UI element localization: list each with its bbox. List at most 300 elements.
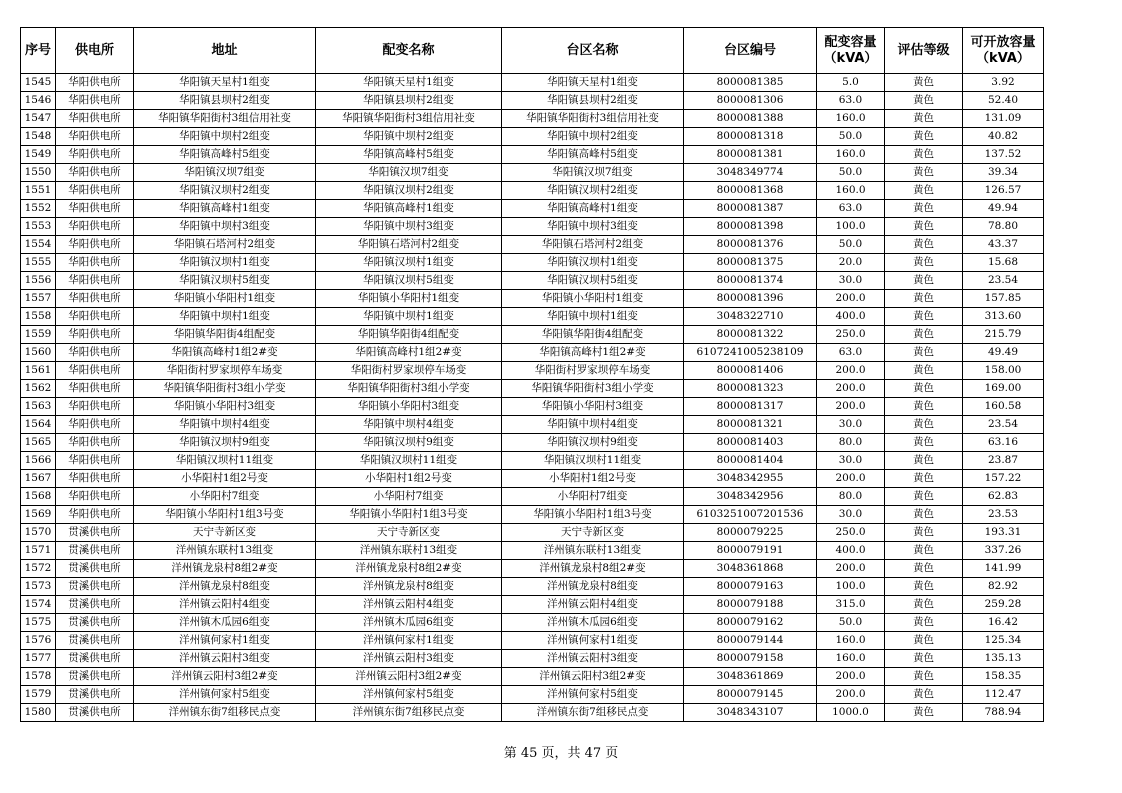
- cell-transformer-name: 华阳镇华阳街村3组信用社变: [316, 110, 502, 128]
- cell-capacity: 63.0: [817, 344, 885, 362]
- cell-transformer-name: 洋州镇龙泉村8组2#变: [316, 560, 502, 578]
- cell-area-code: 8000081323: [684, 380, 817, 398]
- cell-transformer-name: 华阳镇中坝村1组变: [316, 308, 502, 326]
- cell-capacity: 200.0: [817, 380, 885, 398]
- cell-grade: 黄色: [885, 272, 963, 290]
- cell-station: 华阳供电所: [56, 74, 134, 92]
- cell-address: 小华阳村1组2号变: [134, 470, 316, 488]
- cell-area-name: 华阳镇县坝村2组变: [502, 92, 684, 110]
- cell-station: 华阳供电所: [56, 470, 134, 488]
- cell-transformer-name: 洋州镇何家村5组变: [316, 686, 502, 704]
- cell-address: 洋州镇何家村1组变: [134, 632, 316, 650]
- cell-station: 华阳供电所: [56, 416, 134, 434]
- capacity-table: [20, 27, 1044, 722]
- cell-area-code: 8000081406: [684, 362, 817, 380]
- cell-capacity: 160.0: [817, 110, 885, 128]
- table-row: [21, 218, 1044, 236]
- cell-capacity: 200.0: [817, 362, 885, 380]
- cell-capacity: 160.0: [817, 182, 885, 200]
- cell-area-name: 华阳镇石塔河村2组变: [502, 236, 684, 254]
- table-row: [21, 290, 1044, 308]
- cell-grade: 黄色: [885, 182, 963, 200]
- cell-area-name: 洋州镇龙泉村8组变: [502, 578, 684, 596]
- cell-address: 华阳镇华阳街村3组信用社变: [134, 110, 316, 128]
- cell-transformer-name: 洋州镇木瓜园6组变: [316, 614, 502, 632]
- table-row: [21, 434, 1044, 452]
- table-row: [21, 92, 1044, 110]
- cell-area-code: 3048361869: [684, 668, 817, 686]
- cell-open-capacity: 158.00: [963, 362, 1044, 380]
- cell-area-code: 8000079158: [684, 650, 817, 668]
- cell-capacity: 30.0: [817, 416, 885, 434]
- header-capacity-line2: （kVA）: [823, 50, 878, 66]
- cell-transformer-name: 洋州镇龙泉村8组变: [316, 578, 502, 596]
- cell-area-name: 洋州镇云阳村3组变: [502, 650, 684, 668]
- cell-station: 华阳供电所: [56, 362, 134, 380]
- cell-address: 华阳镇汉坝村1组变: [134, 254, 316, 272]
- cell-area-name: 华阳镇华阳街4组配变: [502, 326, 684, 344]
- cell-area-name: 华阳镇天星村1组变: [502, 74, 684, 92]
- cell-open-capacity: 157.85: [963, 290, 1044, 308]
- cell-transformer-name: 洋州镇云阳村3组变: [316, 650, 502, 668]
- cell-area-code: 8000081403: [684, 434, 817, 452]
- cell-address: 洋州镇木瓜园6组变: [134, 614, 316, 632]
- cell-transformer-name: 华阳镇汉坝村9组变: [316, 434, 502, 452]
- cell-area-name: 洋州镇何家村1组变: [502, 632, 684, 650]
- cell-station: 贯溪供电所: [56, 668, 134, 686]
- cell-transformer-name: 天宁寺新区变: [316, 524, 502, 542]
- header-capacity-line1: 配变容量: [824, 34, 877, 50]
- cell-area-code: 8000081376: [684, 236, 817, 254]
- cell-seq: 1579: [21, 686, 56, 704]
- cell-station: 华阳供电所: [56, 128, 134, 146]
- cell-area-code: 3048343107: [684, 704, 817, 722]
- cell-area-code: 6103251007201536: [684, 506, 817, 524]
- cell-address: 华阳镇中坝村3组变: [134, 218, 316, 236]
- cell-address: 小华阳村7组变: [134, 488, 316, 506]
- cell-seq: 1550: [21, 164, 56, 182]
- cell-transformer-name: 华阳镇小华阳村1组3号变: [316, 506, 502, 524]
- cell-seq: 1577: [21, 650, 56, 668]
- header-open-capacity-line2: （kVA）: [976, 50, 1030, 66]
- header-area-name: 台区名称: [502, 28, 684, 74]
- cell-transformer-name: 华阳镇县坝村2组变: [316, 92, 502, 110]
- cell-open-capacity: 62.83: [963, 488, 1044, 506]
- cell-station: 华阳供电所: [56, 272, 134, 290]
- cell-area-code: 8000081322: [684, 326, 817, 344]
- cell-transformer-name: 华阳镇天星村1组变: [316, 74, 502, 92]
- cell-area-name: 华阳镇汉坝村2组变: [502, 182, 684, 200]
- cell-transformer-name: 华阳镇汉坝7组变: [316, 164, 502, 182]
- cell-area-code: 8000081306: [684, 92, 817, 110]
- table-row: [21, 524, 1044, 542]
- cell-capacity: 5.0: [817, 74, 885, 92]
- cell-area-name: 华阳镇汉坝村1组变: [502, 254, 684, 272]
- cell-open-capacity: 16.42: [963, 614, 1044, 632]
- cell-station: 贯溪供电所: [56, 632, 134, 650]
- cell-seq: 1562: [21, 380, 56, 398]
- cell-station: 贯溪供电所: [56, 524, 134, 542]
- cell-grade: 黄色: [885, 236, 963, 254]
- cell-grade: 黄色: [885, 92, 963, 110]
- cell-seq: 1548: [21, 128, 56, 146]
- cell-seq: 1549: [21, 146, 56, 164]
- cell-transformer-name: 华阳镇中坝村4组变: [316, 416, 502, 434]
- cell-transformer-name: 华阳镇高峰村1组2#变: [316, 344, 502, 362]
- cell-seq: 1563: [21, 398, 56, 416]
- cell-grade: 黄色: [885, 164, 963, 182]
- cell-seq: 1547: [21, 110, 56, 128]
- table-row: [21, 416, 1044, 434]
- cell-area-code: 6107241005238109: [684, 344, 817, 362]
- cell-open-capacity: 52.40: [963, 92, 1044, 110]
- cell-area-name: 华阳镇小华阳村3组变: [502, 398, 684, 416]
- cell-open-capacity: 169.00: [963, 380, 1044, 398]
- cell-address: 华阳镇汉坝7组变: [134, 164, 316, 182]
- cell-address: 华阳镇汉坝村5组变: [134, 272, 316, 290]
- cell-area-code: 8000079191: [684, 542, 817, 560]
- cell-area-name: 华阳镇中坝村2组变: [502, 128, 684, 146]
- cell-station: 华阳供电所: [56, 110, 134, 128]
- cell-open-capacity: 158.35: [963, 668, 1044, 686]
- cell-seq: 1557: [21, 290, 56, 308]
- cell-transformer-name: 华阳镇小华阳村1组变: [316, 290, 502, 308]
- cell-open-capacity: 259.28: [963, 596, 1044, 614]
- cell-area-name: 洋州镇龙泉村8组2#变: [502, 560, 684, 578]
- cell-station: 华阳供电所: [56, 326, 134, 344]
- cell-transformer-name: 华阳镇高峰村5组变: [316, 146, 502, 164]
- cell-transformer-name: 华阳镇华阳街村3组小学变: [316, 380, 502, 398]
- table-header-row: [21, 28, 1044, 74]
- cell-open-capacity: 126.57: [963, 182, 1044, 200]
- cell-station: 贯溪供电所: [56, 560, 134, 578]
- cell-open-capacity: 313.60: [963, 308, 1044, 326]
- cell-area-name: 洋州镇东联村13组变: [502, 542, 684, 560]
- cell-area-name: 华阳街村罗家坝停车场变: [502, 362, 684, 380]
- page-footer: 第 45 页，共 47 页: [503, 746, 619, 761]
- cell-grade: 黄色: [885, 668, 963, 686]
- header-capacity: [817, 28, 885, 74]
- cell-station: 华阳供电所: [56, 344, 134, 362]
- cell-open-capacity: 63.16: [963, 434, 1044, 452]
- cell-grade: 黄色: [885, 200, 963, 218]
- cell-area-code: 8000081396: [684, 290, 817, 308]
- header-station: 供电所: [56, 28, 134, 74]
- cell-grade: 黄色: [885, 254, 963, 272]
- cell-station: 华阳供电所: [56, 200, 134, 218]
- cell-address: 华阳镇中坝村1组变: [134, 308, 316, 326]
- cell-station: 华阳供电所: [56, 92, 134, 110]
- cell-station: 华阳供电所: [56, 254, 134, 272]
- table-row: [21, 506, 1044, 524]
- cell-area-name: 华阳镇汉坝7组变: [502, 164, 684, 182]
- cell-capacity: 200.0: [817, 668, 885, 686]
- cell-capacity: 250.0: [817, 524, 885, 542]
- cell-seq: 1571: [21, 542, 56, 560]
- cell-grade: 黄色: [885, 632, 963, 650]
- cell-grade: 黄色: [885, 596, 963, 614]
- cell-area-code: 8000081387: [684, 200, 817, 218]
- cell-area-code: 8000079162: [684, 614, 817, 632]
- cell-area-code: 8000081404: [684, 452, 817, 470]
- cell-station: 华阳供电所: [56, 290, 134, 308]
- table-row: [21, 308, 1044, 326]
- cell-capacity: 100.0: [817, 578, 885, 596]
- cell-grade: 黄色: [885, 434, 963, 452]
- table-row: [21, 650, 1044, 668]
- cell-station: 贯溪供电所: [56, 614, 134, 632]
- cell-open-capacity: 23.54: [963, 416, 1044, 434]
- cell-station: 华阳供电所: [56, 218, 134, 236]
- cell-seq: 1572: [21, 560, 56, 578]
- cell-capacity: 200.0: [817, 470, 885, 488]
- cell-area-code: 3048342955: [684, 470, 817, 488]
- cell-area-name: 华阳镇高峰村1组2#变: [502, 344, 684, 362]
- cell-address: 华阳镇小华阳村1组3号变: [134, 506, 316, 524]
- cell-seq: 1552: [21, 200, 56, 218]
- table-row: [21, 632, 1044, 650]
- cell-grade: 黄色: [885, 686, 963, 704]
- cell-transformer-name: 华阳镇中坝村2组变: [316, 128, 502, 146]
- cell-area-code: 3048322710: [684, 308, 817, 326]
- table-row: [21, 380, 1044, 398]
- cell-grade: 黄色: [885, 290, 963, 308]
- cell-station: 贯溪供电所: [56, 704, 134, 722]
- cell-grade: 黄色: [885, 344, 963, 362]
- cell-address: 洋州镇东联村13组变: [134, 542, 316, 560]
- cell-area-code: 8000081388: [684, 110, 817, 128]
- header-open-capacity: [963, 28, 1044, 74]
- cell-capacity: 50.0: [817, 164, 885, 182]
- cell-seq: 1558: [21, 308, 56, 326]
- cell-area-code: 8000079145: [684, 686, 817, 704]
- cell-capacity: 200.0: [817, 560, 885, 578]
- cell-area-name: 洋州镇云阳村4组变: [502, 596, 684, 614]
- cell-capacity: 400.0: [817, 542, 885, 560]
- cell-area-code: 8000081385: [684, 74, 817, 92]
- cell-station: 华阳供电所: [56, 182, 134, 200]
- cell-address: 华阳镇高峰村1组变: [134, 200, 316, 218]
- cell-transformer-name: 华阳街村罗家坝停车场变: [316, 362, 502, 380]
- cell-open-capacity: 49.94: [963, 200, 1044, 218]
- cell-station: 贯溪供电所: [56, 542, 134, 560]
- cell-capacity: 20.0: [817, 254, 885, 272]
- table-row: [21, 110, 1044, 128]
- cell-capacity: 50.0: [817, 128, 885, 146]
- cell-seq: 1569: [21, 506, 56, 524]
- table-row: [21, 362, 1044, 380]
- cell-capacity: 50.0: [817, 236, 885, 254]
- cell-station: 贯溪供电所: [56, 650, 134, 668]
- cell-seq: 1555: [21, 254, 56, 272]
- cell-open-capacity: 160.58: [963, 398, 1044, 416]
- cell-station: 华阳供电所: [56, 236, 134, 254]
- cell-open-capacity: 23.54: [963, 272, 1044, 290]
- cell-open-capacity: 39.34: [963, 164, 1044, 182]
- table-row: [21, 452, 1044, 470]
- cell-address: 天宁寺新区变: [134, 524, 316, 542]
- cell-transformer-name: 华阳镇小华阳村3组变: [316, 398, 502, 416]
- cell-open-capacity: 137.52: [963, 146, 1044, 164]
- table-row: [21, 74, 1044, 92]
- cell-capacity: 315.0: [817, 596, 885, 614]
- cell-transformer-name: 华阳镇汉坝村11组变: [316, 452, 502, 470]
- cell-address: 洋州镇何家村5组变: [134, 686, 316, 704]
- table-row: [21, 686, 1044, 704]
- cell-station: 华阳供电所: [56, 452, 134, 470]
- table-row: [21, 470, 1044, 488]
- cell-area-code: 3048342956: [684, 488, 817, 506]
- cell-area-name: 华阳镇小华阳村1组变: [502, 290, 684, 308]
- cell-area-name: 小华阳村1组2号变: [502, 470, 684, 488]
- cell-station: 贯溪供电所: [56, 686, 134, 704]
- cell-area-name: 华阳镇汉坝村11组变: [502, 452, 684, 470]
- cell-grade: 黄色: [885, 560, 963, 578]
- cell-transformer-name: 华阳镇汉坝村5组变: [316, 272, 502, 290]
- cell-transformer-name: 华阳镇石塔河村2组变: [316, 236, 502, 254]
- cell-area-code: 8000081398: [684, 218, 817, 236]
- cell-seq: 1556: [21, 272, 56, 290]
- cell-capacity: 160.0: [817, 146, 885, 164]
- cell-open-capacity: 23.53: [963, 506, 1044, 524]
- cell-capacity: 50.0: [817, 614, 885, 632]
- cell-grade: 黄色: [885, 614, 963, 632]
- table-row: [21, 560, 1044, 578]
- cell-address: 华阳镇高峰村1组2#变: [134, 344, 316, 362]
- cell-transformer-name: 华阳镇汉坝村2组变: [316, 182, 502, 200]
- header-address: 地址: [134, 28, 316, 74]
- cell-transformer-name: 洋州镇云阳村3组2#变: [316, 668, 502, 686]
- cell-station: 华阳供电所: [56, 398, 134, 416]
- cell-seq: 1553: [21, 218, 56, 236]
- cell-address: 华阳镇石塔河村2组变: [134, 236, 316, 254]
- cell-area-code: 8000079225: [684, 524, 817, 542]
- table-row: [21, 704, 1044, 722]
- cell-seq: 1575: [21, 614, 56, 632]
- cell-area-name: 天宁寺新区变: [502, 524, 684, 542]
- cell-capacity: 160.0: [817, 650, 885, 668]
- table-row: [21, 344, 1044, 362]
- table-row: [21, 398, 1044, 416]
- cell-grade: 黄色: [885, 218, 963, 236]
- cell-address: 华阳镇高峰村5组变: [134, 146, 316, 164]
- cell-open-capacity: 788.94: [963, 704, 1044, 722]
- cell-grade: 黄色: [885, 74, 963, 92]
- cell-transformer-name: 洋州镇云阳村4组变: [316, 596, 502, 614]
- table-row: [21, 578, 1044, 596]
- cell-open-capacity: 15.68: [963, 254, 1044, 272]
- cell-area-name: 华阳镇高峰村5组变: [502, 146, 684, 164]
- cell-area-name: 洋州镇何家村5组变: [502, 686, 684, 704]
- cell-address: 华阳镇小华阳村1组变: [134, 290, 316, 308]
- cell-station: 华阳供电所: [56, 380, 134, 398]
- cell-seq: 1573: [21, 578, 56, 596]
- cell-area-code: 8000079188: [684, 596, 817, 614]
- cell-area-code: 8000081374: [684, 272, 817, 290]
- cell-seq: 1567: [21, 470, 56, 488]
- cell-station: 贯溪供电所: [56, 596, 134, 614]
- cell-capacity: 200.0: [817, 398, 885, 416]
- cell-area-code: 8000079163: [684, 578, 817, 596]
- cell-station: 华阳供电所: [56, 434, 134, 452]
- cell-station: 华阳供电所: [56, 164, 134, 182]
- cell-open-capacity: 23.87: [963, 452, 1044, 470]
- cell-open-capacity: 141.99: [963, 560, 1044, 578]
- table-row: [21, 128, 1044, 146]
- cell-address: 华阳镇汉坝村9组变: [134, 434, 316, 452]
- cell-area-code: 8000081317: [684, 398, 817, 416]
- cell-capacity: 200.0: [817, 686, 885, 704]
- cell-seq: 1576: [21, 632, 56, 650]
- cell-area-name: 华阳镇汉坝村5组变: [502, 272, 684, 290]
- cell-address: 洋州镇东街7组移民点变: [134, 704, 316, 722]
- table-row: [21, 326, 1044, 344]
- cell-transformer-name: 华阳镇中坝村3组变: [316, 218, 502, 236]
- header-grade: 评估等级: [885, 28, 963, 74]
- cell-open-capacity: 49.49: [963, 344, 1044, 362]
- cell-seq: 1561: [21, 362, 56, 380]
- table-row: [21, 272, 1044, 290]
- cell-capacity: 160.0: [817, 632, 885, 650]
- cell-station: 贯溪供电所: [56, 578, 134, 596]
- cell-seq: 1565: [21, 434, 56, 452]
- cell-capacity: 30.0: [817, 272, 885, 290]
- cell-seq: 1568: [21, 488, 56, 506]
- cell-address: 华阳镇县坝村2组变: [134, 92, 316, 110]
- cell-transformer-name: 华阳镇华阳街4组配变: [316, 326, 502, 344]
- cell-address: 洋州镇龙泉村8组变: [134, 578, 316, 596]
- cell-open-capacity: 193.31: [963, 524, 1044, 542]
- cell-seq: 1560: [21, 344, 56, 362]
- cell-capacity: 63.0: [817, 92, 885, 110]
- cell-open-capacity: 157.22: [963, 470, 1044, 488]
- cell-seq: 1570: [21, 524, 56, 542]
- table-row: [21, 236, 1044, 254]
- table-row: [21, 164, 1044, 182]
- cell-address: 华阳镇华阳街村3组小学变: [134, 380, 316, 398]
- cell-seq: 1551: [21, 182, 56, 200]
- cell-address: 华阳镇天星村1组变: [134, 74, 316, 92]
- cell-address: 华阳镇中坝村4组变: [134, 416, 316, 434]
- table-row: [21, 182, 1044, 200]
- cell-station: 华阳供电所: [56, 146, 134, 164]
- cell-open-capacity: 131.09: [963, 110, 1044, 128]
- cell-open-capacity: 82.92: [963, 578, 1044, 596]
- cell-area-name: 华阳镇华阳街村3组小学变: [502, 380, 684, 398]
- cell-seq: 1578: [21, 668, 56, 686]
- cell-grade: 黄色: [885, 110, 963, 128]
- cell-transformer-name: 华阳镇汉坝村1组变: [316, 254, 502, 272]
- cell-area-code: 3048349774: [684, 164, 817, 182]
- cell-capacity: 30.0: [817, 452, 885, 470]
- table-row: [21, 614, 1044, 632]
- cell-transformer-name: 洋州镇东街7组移民点变: [316, 704, 502, 722]
- cell-grade: 黄色: [885, 326, 963, 344]
- cell-area-name: 华阳镇汉坝村9组变: [502, 434, 684, 452]
- cell-open-capacity: 112.47: [963, 686, 1044, 704]
- cell-area-name: 洋州镇木瓜园6组变: [502, 614, 684, 632]
- cell-capacity: 63.0: [817, 200, 885, 218]
- table-row: [21, 668, 1044, 686]
- cell-open-capacity: 3.92: [963, 74, 1044, 92]
- table-row: [21, 488, 1044, 506]
- cell-grade: 黄色: [885, 452, 963, 470]
- cell-address: 华阳镇小华阳村3组变: [134, 398, 316, 416]
- cell-area-name: 华阳镇中坝村1组变: [502, 308, 684, 326]
- header-area-code: 台区编号: [684, 28, 817, 74]
- cell-open-capacity: 215.79: [963, 326, 1044, 344]
- cell-grade: 黄色: [885, 524, 963, 542]
